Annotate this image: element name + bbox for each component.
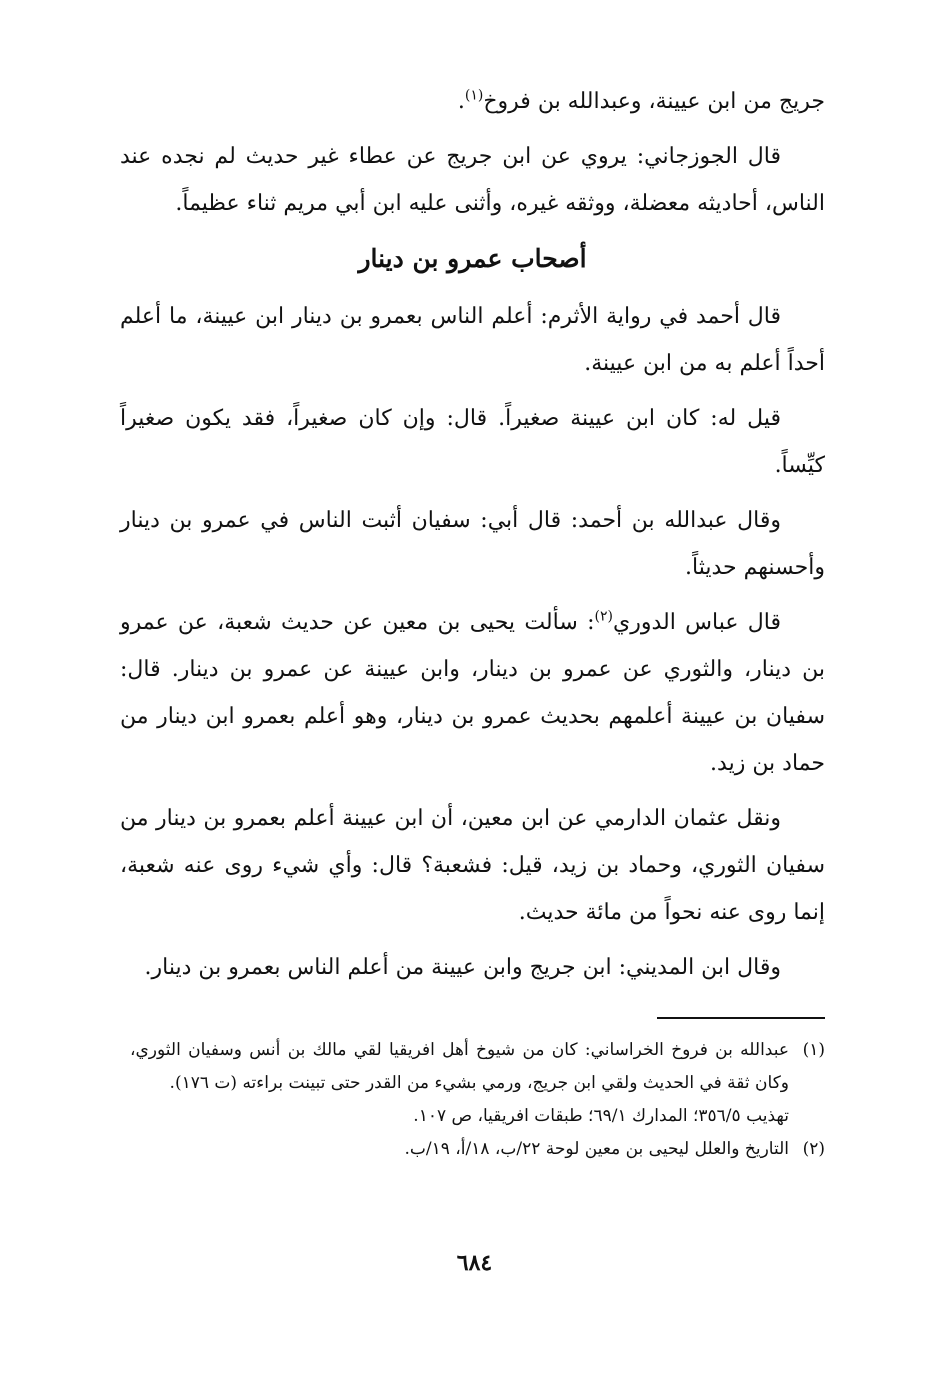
paragraph-ahmad-athram: قال أحمد في رواية الأثرم: أعلم الناس بعمرو بن دينار ابن عيينة، ما أعلم أحداً أعلم به من ابن عيينة. [120, 304, 825, 376]
paragraph-continuation [120, 78, 825, 125]
footnotes [130, 1034, 825, 1166]
paragraph-tail: . [457, 89, 465, 114]
page-number: ٦٨٤ [456, 1250, 493, 1276]
main-text [120, 78, 825, 999]
paragraph-text: قال عباس الدوري [612, 610, 781, 635]
paragraph-text: جريج من ابن عيينة، وعبدالله بن فروخ [483, 89, 825, 114]
paragraph-qila-lahu: قيل له: كان ابن عيينة صغيراً. قال: وإن كان صغيراً، فقد يكون صغيراً كيِّساً. [120, 406, 825, 478]
footnote-divider [657, 1017, 825, 1019]
footnote-text: التاريخ والعلل ليحيى بن معين لوحة ٢٢/ب، ١٨/أ، ١٩/ب. [404, 1139, 789, 1159]
footnote-1-references: تهذيب ٣٥٦/٥؛ المدارك ٦٩/١؛ طبقات افريقيا، ص ١٠٧. [413, 1106, 789, 1126]
section-heading: أصحاب عمرو بن دينار [358, 244, 587, 273]
paragraph-text: : سألت يحيى بن معين عن حديث شعبة، عن عمرو بن دينار، والثوري عن عمرو بن دينار، وابن عيينة عن عمرو بن دينار. قال: سفيان بن عيينة أعلمهم بحديث عمرو بن دينار، وهو أعلم بعمرو ابن دينار من حماد بن زيد. [120, 610, 825, 776]
footnote-text: عبدالله بن فروخ الخراساني: كان من شيوخ أهل افريقيا لقي مالك بن أنس وسفيان الثوري، وكان ثقة في الحديث ولقي ابن جريج، ورمي بشيء من القدر حتى تبينت براءته (ت ١٧٦). [130, 1040, 789, 1093]
paragraph-uthman-darimi: ونقل عثمان الدارمي عن ابن معين، أن ابن عيينة أعلم بعمرو بن دينار من سفيان الثوري، وحماد بن زيد، قيل: فشعبة؟ قال: وأي شيء روى عنه شعبة، إنما روى عنه نحواً من مائة حديث. [120, 806, 825, 925]
footnote-1 [130, 1034, 825, 1100]
footnote-2 [130, 1133, 825, 1166]
paragraph-abdullah-ahmad: وقال عبدالله بن أحمد: قال أبي: سفيان أثبت الناس في عمرو بن دينار وأحسنهم حديثاً. [120, 508, 825, 580]
paragraph-abbas-douri [120, 599, 825, 787]
footnote-ref-1[interactable]: (١) [464, 87, 484, 104]
paragraph-jawzajani: قال الجوزجاني: يروي عن ابن جريج عن عطاء غير حديث لم نجده عند الناس، أحاديثه معضلة، ووثقه غيره، وأثنى عليه ابن أبي مريم ثناء عظيماً. [120, 144, 825, 216]
footnote-number: (١) [802, 1040, 825, 1060]
paragraph-ibn-madini: وقال ابن المديني: ابن جريج وابن عيينة من أعلم الناس بعمرو بن دينار. [144, 955, 781, 980]
footnote-number: (٢) [802, 1139, 825, 1159]
footnote-ref-2[interactable]: (٢) [594, 608, 613, 625]
